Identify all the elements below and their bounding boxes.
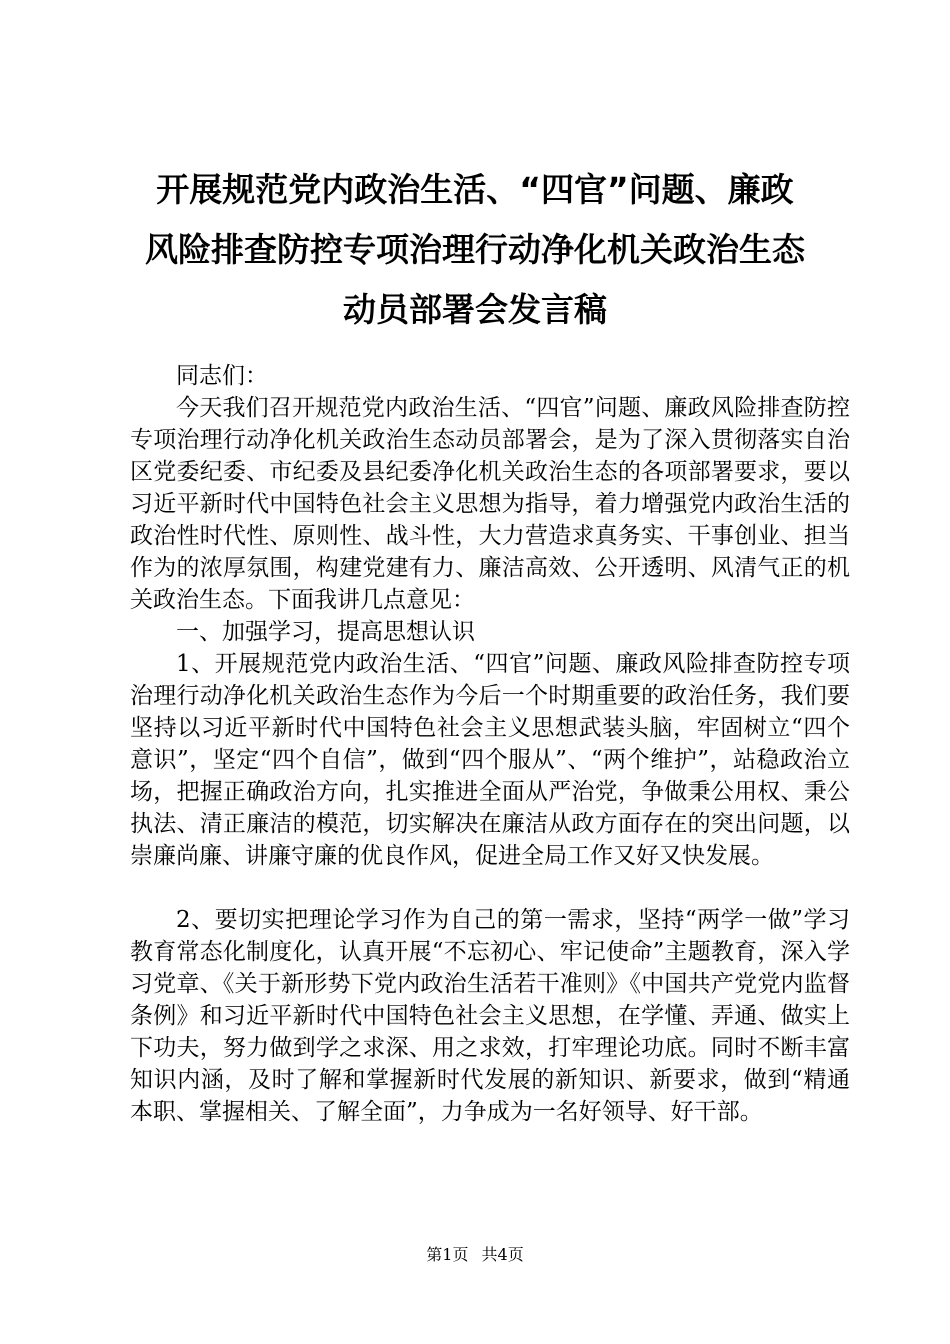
- document-title: [120, 160, 830, 340]
- page-total: 共4页: [481, 1245, 524, 1264]
- body-paragraph: 今天我们召开规范党内政治生活、“四官”问题、廉政风险排查防控专项治理行动净化机关政治生态动员部署会，是为了深入贯彻落实自治区党委纪委、市纪委及县纪委净化机关政治生态的各项部署要求，要以习近平新时代中国特色社会主义思想为指导，着力增强党内政治生活的政治性时代性、原则性、战斗性，大力营造求真务实、干事创业、担当作为的浓厚氛围，构建党建有力、廉洁高效、公开透明、风清气正的机关政治生态。下面我讲几点意见：: [130, 395, 850, 613]
- salutation: 同志们：: [176, 363, 268, 389]
- section-heading: 一、加强学习，提高思想认识: [176, 619, 475, 645]
- page-number: 第1页: [426, 1245, 469, 1264]
- document-body: [130, 360, 850, 1128]
- title-line: 开展规范党内政治生活、“四官”问题、廉政: [156, 170, 794, 209]
- title-line: 风险排查防控专项治理行动净化机关政治生态: [145, 230, 805, 269]
- page-footer: [0, 1244, 950, 1266]
- title-line: 动员部署会发言稿: [343, 290, 607, 329]
- body-paragraph: 2、要切实把理论学习作为自己的第一需求，坚持“两学一做”学习教育常态化制度化，认真开展“不忘初心、牢记使命”主题教育，深入学习党章、《关于新形势下党内政治生活若干准则》《中国共产党党内监督条例》和习近平新时代中国特色社会主义思想，在学懂、弄通、做实上下功夫，努力做到学之求深、用之求效，打牢理论功底。同时不断丰富知识内涵，及时了解和掌握新时代发展的新知识、新要求，做到“精通本职、掌握相关、了解全面”，力争成为一名好领导、好干部。: [130, 907, 850, 1125]
- body-paragraph: 1、开展规范党内政治生活、“四官”问题、廉政风险排查防控专项治理行动净化机关政治生态作为今后一个时期重要的政治任务，我们要坚持以习近平新时代中国特色社会主义思想武装头脑，牢固树立“四个意识”，坚定“四个自信”，做到“四个服从”、“两个维护”，站稳政治立场，把握正确政治方向，扎实推进全面从严治党，争做秉公用权、秉公执法、清正廉洁的模范，切实解决在廉洁从政方面存在的突出问题，以崇廉尚廉、讲廉守廉的优良作风，促进全局工作又好又快发展。: [130, 651, 850, 869]
